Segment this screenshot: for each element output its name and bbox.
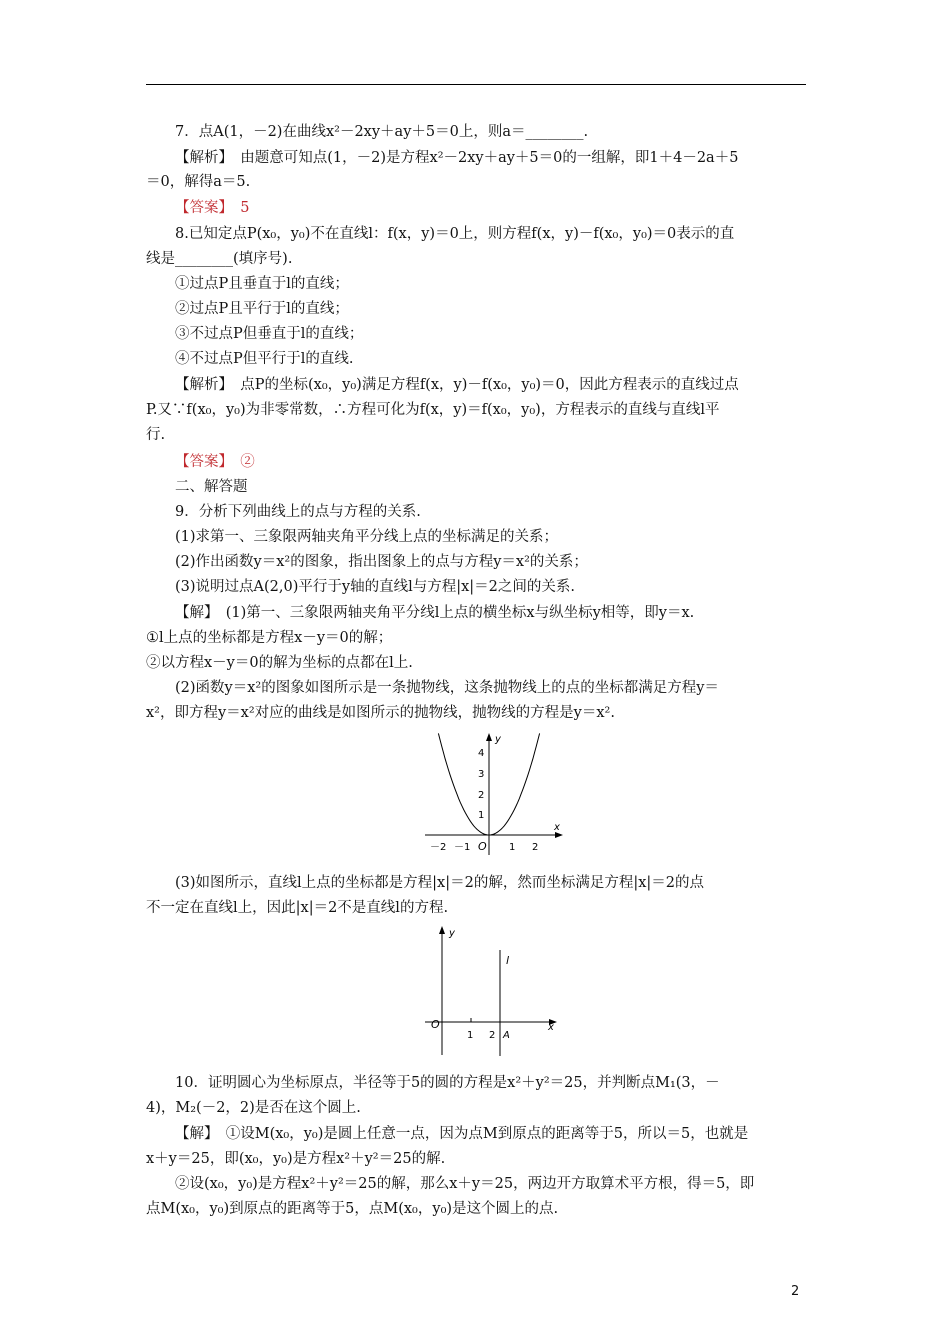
q8-option-3: ③不过点P但垂直于l的直线； xyxy=(175,326,364,342)
q9-solution-2-line-1: (2)函数y＝x²的图象如图所示是一条抛物线，这条抛物线上的点的坐标都满足方程y＝ xyxy=(175,680,719,696)
line-l-label: l xyxy=(506,954,510,967)
x-tick-label: 2 xyxy=(489,1030,496,1041)
q8-option-1: ①过点P且垂直于l的直线； xyxy=(175,276,349,292)
q8-analysis-line-3: 行. xyxy=(146,427,166,443)
q8-option-4: ④不过点P但平行于l的直线. xyxy=(175,351,354,367)
q7-answer: 【答案】 5 xyxy=(175,200,250,216)
parabola-figure xyxy=(420,730,570,860)
q10-solution-line-2: x＋y＝25，即(x₀，y₀)是方程x²＋y²＝25的解. xyxy=(146,1151,446,1167)
q10-solution-line-1: 【解】 ①设M(x₀，y₀)是圆上任意一点，因为点M到原点的距离等于5，所以＝5，也就是 xyxy=(175,1126,749,1142)
q8-answer: 【答案】 ② xyxy=(175,454,255,470)
q10-solution-line-3: ②设(x₀，y₀)是方程x²＋y²＝25的解，那么x＋y＝25，两边开方取算术平方根，得＝5，即 xyxy=(175,1176,755,1192)
q9-solution-1: 【解】 (1)第一、三象限两轴夹角平分线l上点的横坐标x与纵坐标y相等，即y＝x. xyxy=(175,605,695,621)
q7-analysis-line-1: 【解析】 由题意可知点(1，－2)是方程x²－2xy＋ay＋5＝0的一组解，即1＋4－2a＋5 xyxy=(175,150,739,166)
section-heading: 二、解答题 xyxy=(175,479,248,495)
q10-solution-line-4: 点M(x₀，y₀)到原点的距离等于5，点M(x₀，y₀)是这个圆上的点. xyxy=(146,1201,559,1217)
y-axis-label: y xyxy=(449,928,455,939)
header-rule xyxy=(146,84,806,85)
origin-label: O xyxy=(431,1018,440,1031)
q9-stem: 9．分析下列曲线上的点与方程的关系. xyxy=(175,504,421,520)
q7-analysis-line-2: ＝0，解得a＝5. xyxy=(146,174,251,190)
q9-solution-3-line-2: 不一定在直线l上，因此|x|＝2不是直线l的方程. xyxy=(146,900,449,916)
y-axis-label: y xyxy=(495,734,501,745)
q9-solution-1a: ①l上点的坐标都是方程x－y＝0的解； xyxy=(146,630,393,646)
q10-line-2: 4)，M₂(－2，2)是否在这个圆上. xyxy=(146,1100,361,1116)
y-tick-label: 4 xyxy=(478,748,485,759)
origin-label: O xyxy=(478,840,487,853)
vertical-line-figure xyxy=(420,922,570,1058)
q8-option-2: ②过点P且平行于l的直线； xyxy=(175,301,349,317)
q9-solution-2-line-2: x²，即方程y＝x²对应的曲线是如图所示的抛物线，抛物线的方程是y＝x². xyxy=(146,705,615,721)
q9-part-2: (2)作出函数y＝x²的图象，指出图象上的点与方程y＝x²的关系； xyxy=(175,554,588,570)
x-tick-label: －2 xyxy=(430,842,447,853)
x-axis-label: x xyxy=(554,822,560,833)
y-tick-label: 3 xyxy=(478,769,485,780)
q10-line-1: 10．证明圆心为坐标原点，半径等于5的圆的方程是x²＋y²＝25，并判断点M₁(3，－ xyxy=(175,1075,720,1091)
page-number: 2 xyxy=(791,1284,800,1299)
q8-line-2: 线是________(填序号). xyxy=(146,251,293,267)
q8-analysis-line-1: 【解析】 点P的坐标(x₀，y₀)满足方程f(x，y)－f(x₀，y₀)＝0，因此方程表示的直线过点 xyxy=(175,377,739,393)
y-axis-arrow xyxy=(486,733,492,741)
q7-line: 7．点A(1，－2)在曲线x²－2xy＋ay＋5＝0上，则a＝________. xyxy=(175,124,589,140)
point-a-label: A xyxy=(503,1030,510,1041)
q9-part-1: (1)求第一、三象限两轴夹角平分线上点的坐标满足的关系； xyxy=(175,529,559,545)
y-axis-arrow xyxy=(439,926,445,934)
q9-part-3: (3)说明过点A(2,0)平行于y轴的直线l与方程|x|＝2之间的关系. xyxy=(175,579,575,595)
x-tick-label: 1 xyxy=(509,842,516,853)
x-axis-label: x xyxy=(548,1022,554,1033)
y-tick-label: 2 xyxy=(478,790,485,801)
x-tick-label: 2 xyxy=(532,842,539,853)
x-tick-label: 1 xyxy=(467,1030,474,1041)
q9-solution-1b: ②以方程x－y＝0的解为坐标的点都在l上. xyxy=(146,655,413,671)
y-tick-label: 1 xyxy=(478,810,485,821)
x-tick-label: －1 xyxy=(454,842,471,853)
q8-line-1: 8.已知定点P(x₀，y₀)不在直线l：f(x，y)＝0上，则方程f(x，y)－f(x₀，y₀)＝0表示的直 xyxy=(175,226,735,242)
q8-analysis-line-2: P.又∵f(x₀，y₀)为非零常数，∴方程可化为f(x，y)＝f(x₀，y₀)，方程表示的直线与直线l平 xyxy=(146,402,720,418)
q9-solution-3-line-1: (3)如图所示，直线l上点的坐标都是方程|x|＝2的解，然而坐标满足方程|x|＝2的点 xyxy=(175,875,705,891)
